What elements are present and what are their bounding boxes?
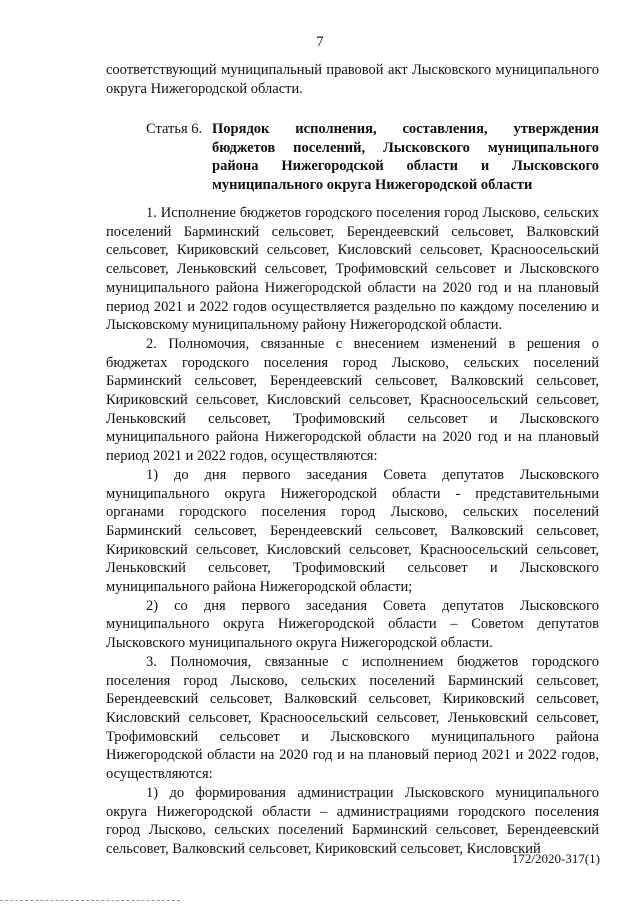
bottom-edge-mark — [0, 898, 180, 901]
document-code: 172/2020-317(1) — [511, 851, 600, 866]
paragraph: 3. Полномочия, связанные с исполнением бюджетов городского поселения город Лысково, сельских поселений Барминский сельсовет, Берендеевский сельсовет, Валковский сельсовет, Кириковский сельсовет, Кисловский сельсовет, Красноосельский сельсовет, Леньковский сельсовет, Трофимовский сельсовет и Лысковского муниципального района Нижегородской области на 2020 год и на плановый период 2021 и 2022 годов, осуществляются: — [106, 653, 599, 783]
paragraph: 1. Исполнение бюджетов городского поселения город Лысково, сельских поселений Барминский сельсовет, Берендеевский сельсовет, Валковский сельсовет, Кириковский сельсовет, Кисловский сельсовет, Красноосельский сельсовет, Леньковский сельсовет, Трофимовский сельсовет и Лысковского муниципального района Нижегородской области на 2020 год и на плановый период 2021 и 2022 годов осуществляется раздельно по каждому поселению и Лысковскому муниципальному району Нижегородской области. — [106, 205, 599, 334]
article-heading — [146, 120, 599, 195]
paragraph: 2) со дня первого заседания Совета депутатов Лысковского муниципального округа Нижегородской области – Советом депутатов Лысковского муниципального округа Нижегородской области. — [106, 597, 599, 652]
article-body — [106, 204, 599, 859]
paragraph: 2. Полномочия, связанные с внесением изменений в решения о бюджетах городского поселения город Лысково, сельских поселений Барминский сельсовет, Берендеевский сельсовет, Валковский сельсовет, Кириковский сельсовет, Кисловский сельсовет, Красноосельский сельсовет, Леньковский сельсовет, Трофимовский сельсовет и Лысковского муниципального района Нижегородской области на 2020 год и на плановый период 2021 и 2022 годов, осуществляются: — [106, 335, 599, 465]
paragraph: 1) до формирования администрации Лысковского муниципального округа Нижегородской области – администрациями городского поселения город Лысково, сельских поселений Барминский сельсовет, Берендеевский сельсовет, Валковский сельсовет, Кириковский сельсовет, Кисловский — [106, 784, 599, 857]
article-number: Статья 6. — [146, 121, 203, 137]
intro-paragraph: соответствующий муниципальный правовой акт Лысковского муниципального округа Нижегородской области. — [106, 62, 599, 97]
paragraph: 1) до дня первого заседания Совета депутатов Лысковского муниципального округа Нижегородской области - представительными органами городского поселения город Лысково, сельских поселений Барминский сельсовет, Берендеевский сельсовет, Валковский сельсовет, Кириковский сельсовет, Кисловский сельсовет, Красноосельский сельсовет, Леньковский сельсовет, Трофимовский сельсовет и Лысковского муниципального района Нижегородской области; — [106, 466, 599, 596]
article-title: Порядок исполнения, составления, утверждения бюджетов поселений, Лысковского муниципального района Нижегородской области и Лысковского муниципального округа Нижегородской области — [212, 121, 599, 194]
page-number: 7 — [316, 34, 324, 50]
intro-block — [106, 61, 599, 98]
